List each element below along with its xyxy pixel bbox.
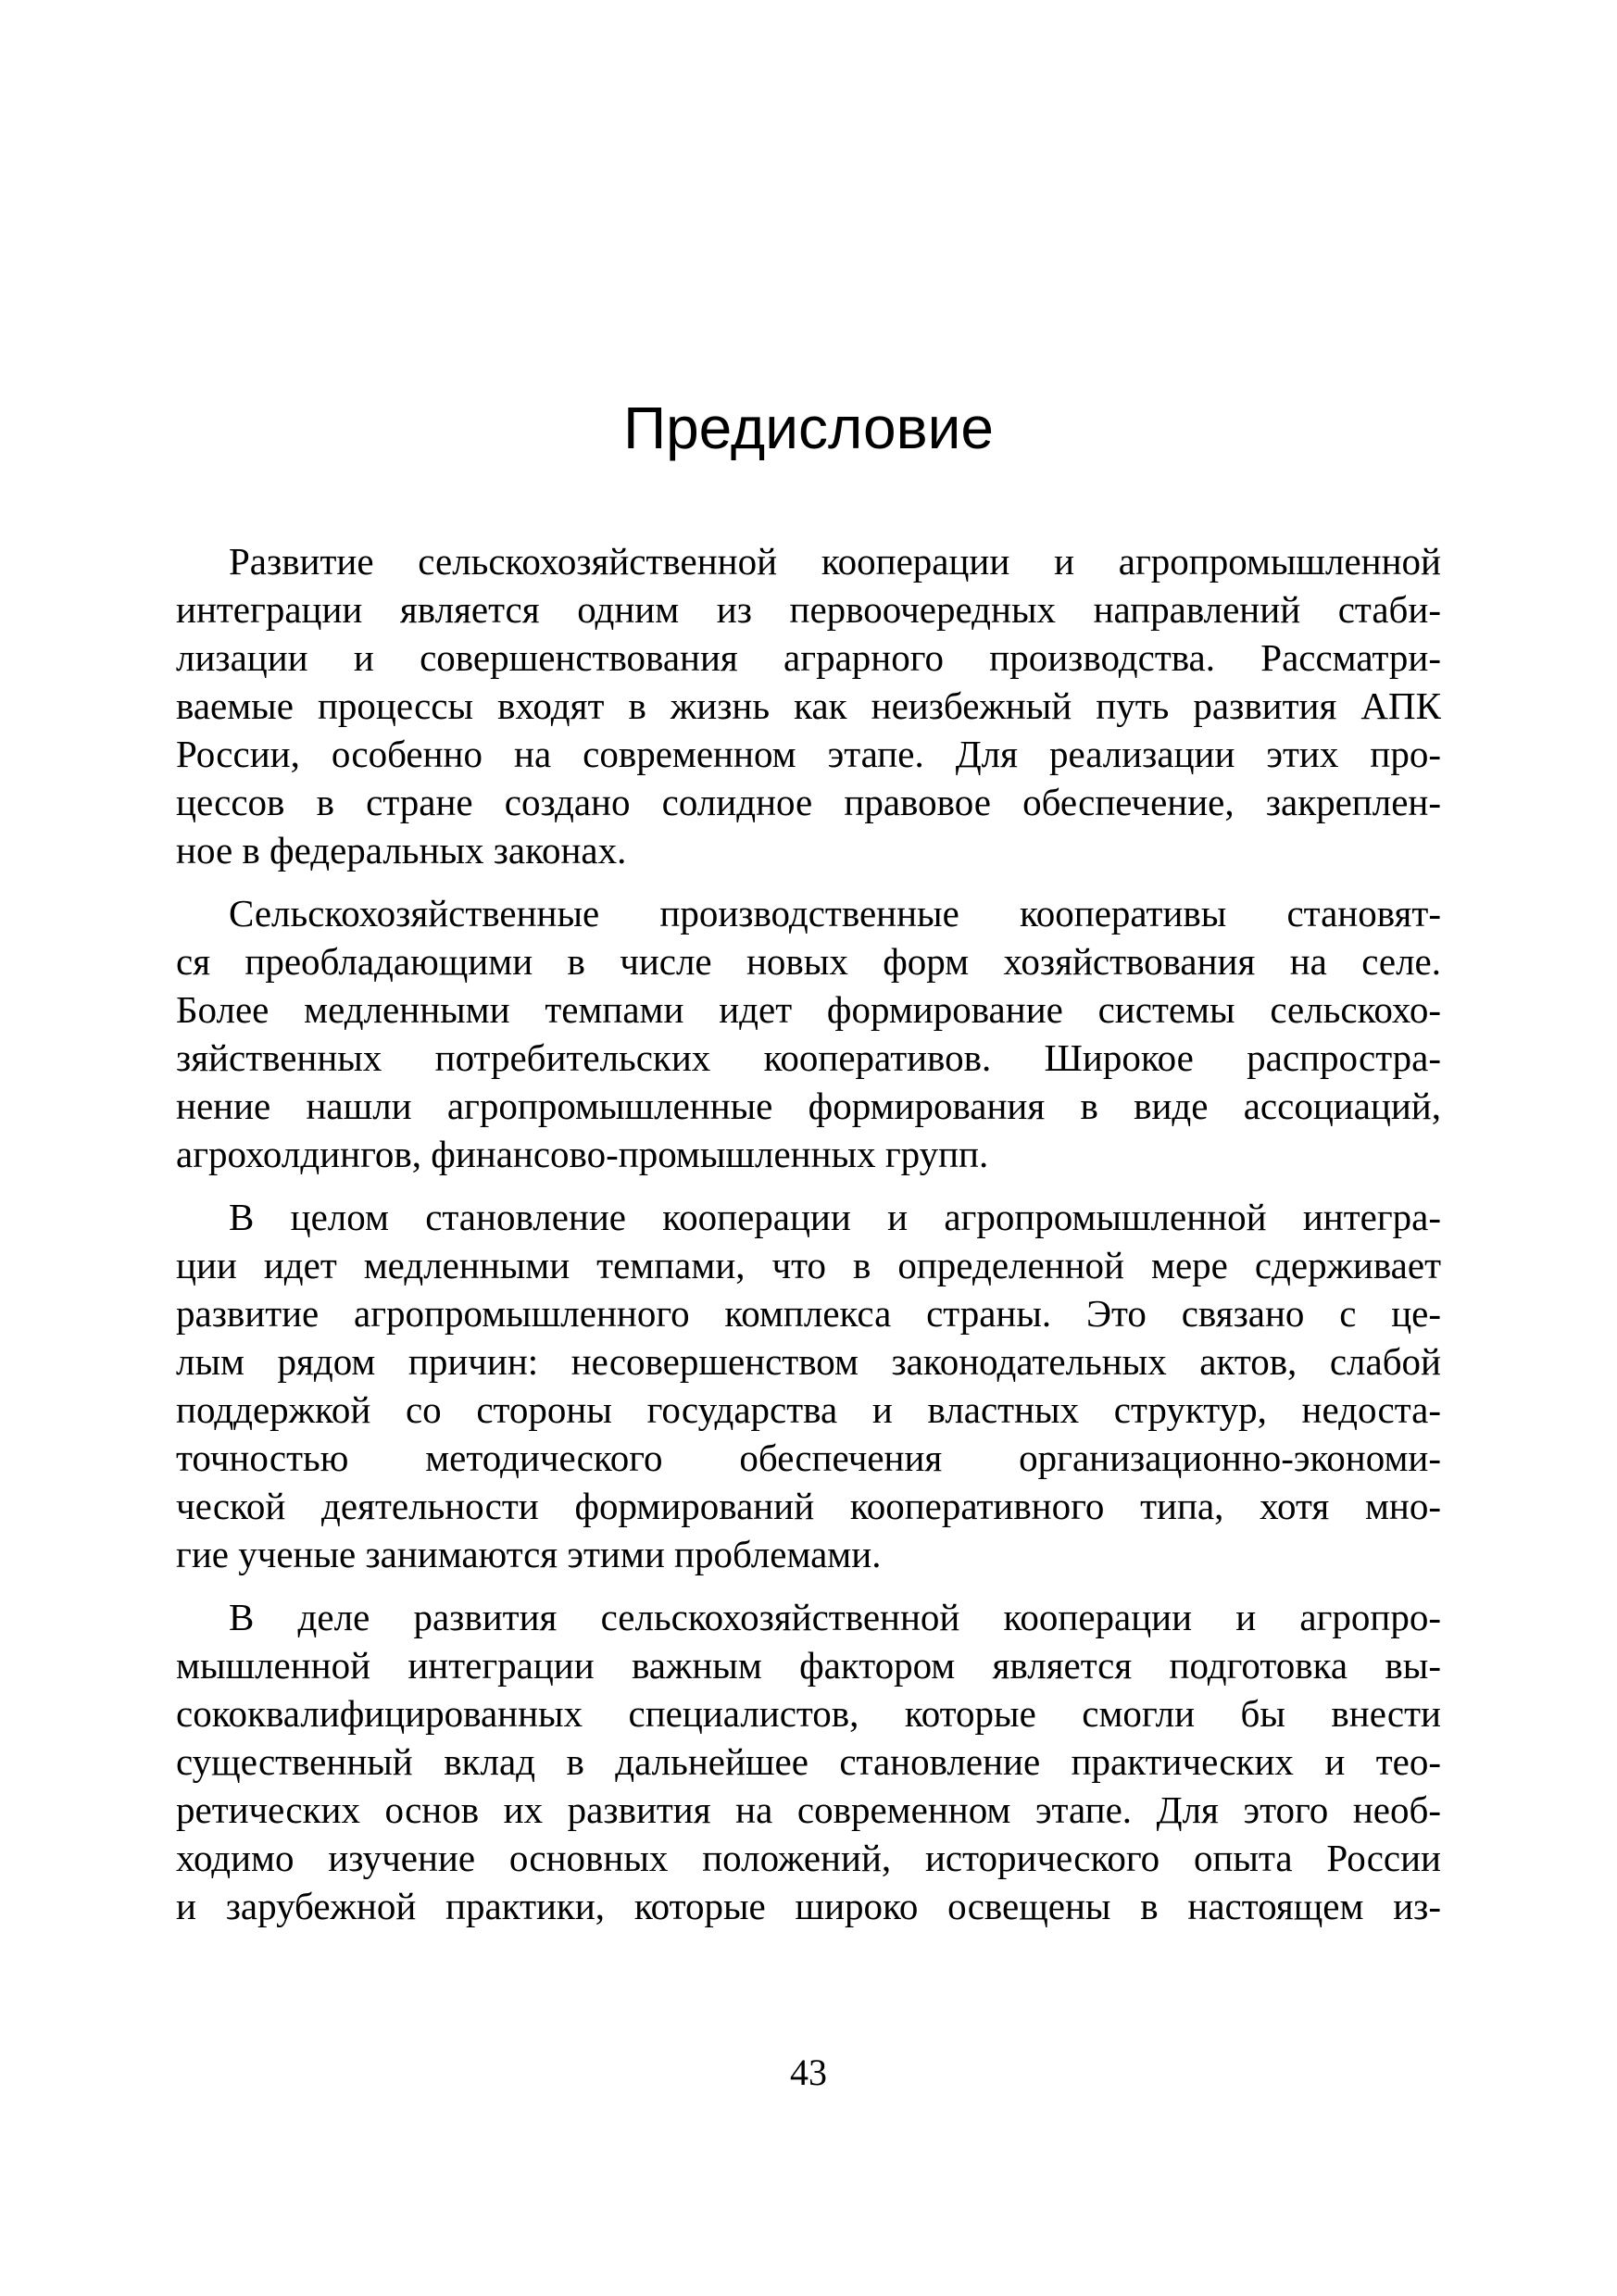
text-line: гие ученые занимаются этими проблемами. (176, 1533, 882, 1575)
text-line: ции идет медленными темпами, что в определенной мере сдерживает (176, 1244, 1441, 1286)
text-line: мышленной интеграции важным фактором является подготовка вы- (176, 1644, 1441, 1687)
page-title: Предисловие (623, 395, 994, 461)
text-line: агрохолдингов, финансово-промышленных групп. (176, 1133, 989, 1175)
text-line: Более медленными темпами идет формирование системы сельскохо- (176, 988, 1441, 1031)
text-line: нение нашли агропромышленные формирования в виде ассоциаций, (176, 1085, 1441, 1127)
text-line: ческой деятельности формирований кооперативного типа, хотя мно- (176, 1485, 1441, 1527)
text-line: ся преобладающими в числе новых форм хозяйствования на селе. (176, 940, 1441, 983)
text-line: и зарубежной практики, которые широко освещены в настоящем из- (176, 1885, 1441, 1927)
text-line: поддержкой со стороны государства и властных структур, недоста- (176, 1388, 1441, 1431)
text-line: лым рядом причин: несовершенством законодательных актов, слабой (176, 1340, 1441, 1383)
text-line: существенный вклад в дальнейшее становление практических и тео- (176, 1740, 1441, 1783)
paragraph-1 (176, 537, 1441, 874)
text-line: цессов в стране создано солидное правовое обеспечение, закреплен- (176, 781, 1441, 823)
text-line: Сельскохозяйственные производственные кооперативы становят- (229, 892, 1441, 935)
text-line: зяйственных потребительских кооперативов. Широкое распростра- (176, 1036, 1441, 1079)
page-number: 43 (790, 2051, 827, 2093)
text-line: ретических основ их развития на современном этапе. Для этого необ- (176, 1788, 1441, 1831)
text-line: точностью методического обеспечения организационно-экономи- (176, 1437, 1441, 1479)
text-line: ное в федеральных законах. (176, 829, 627, 872)
text-line: ходимо изучение основных положений, исторического опыта России (176, 1837, 1441, 1879)
text-line: лизации и совершенствования аграрного производства. Рассматри- (176, 636, 1441, 679)
text-line: развитие агропромышленного комплекса страны. Это связано с це- (176, 1292, 1441, 1335)
body-text (176, 537, 1441, 1945)
paragraph-2 (176, 889, 1441, 1178)
text-line: В целом становление кооперации и агропромышленной интегра- (229, 1196, 1441, 1238)
text-line: ваемые процессы входят в жизнь как неизбежный путь развития АПК (176, 684, 1441, 727)
text-line: России, особенно на современном этапе. Для реализации этих про- (176, 733, 1441, 775)
text-line: интеграции является одним из первоочередных направлений стаби- (176, 588, 1441, 631)
text-line: В деле развития сельскохозяйственной кооперации и агропро- (229, 1596, 1441, 1638)
text-line: сококвалифицированных специалистов, которые смогли бы внести (176, 1692, 1441, 1735)
paragraph-4 (176, 1593, 1441, 1930)
text-line: Развитие сельскохозяйственной кооперации и агропромышленной (229, 540, 1441, 583)
paragraph-3 (176, 1193, 1441, 1578)
